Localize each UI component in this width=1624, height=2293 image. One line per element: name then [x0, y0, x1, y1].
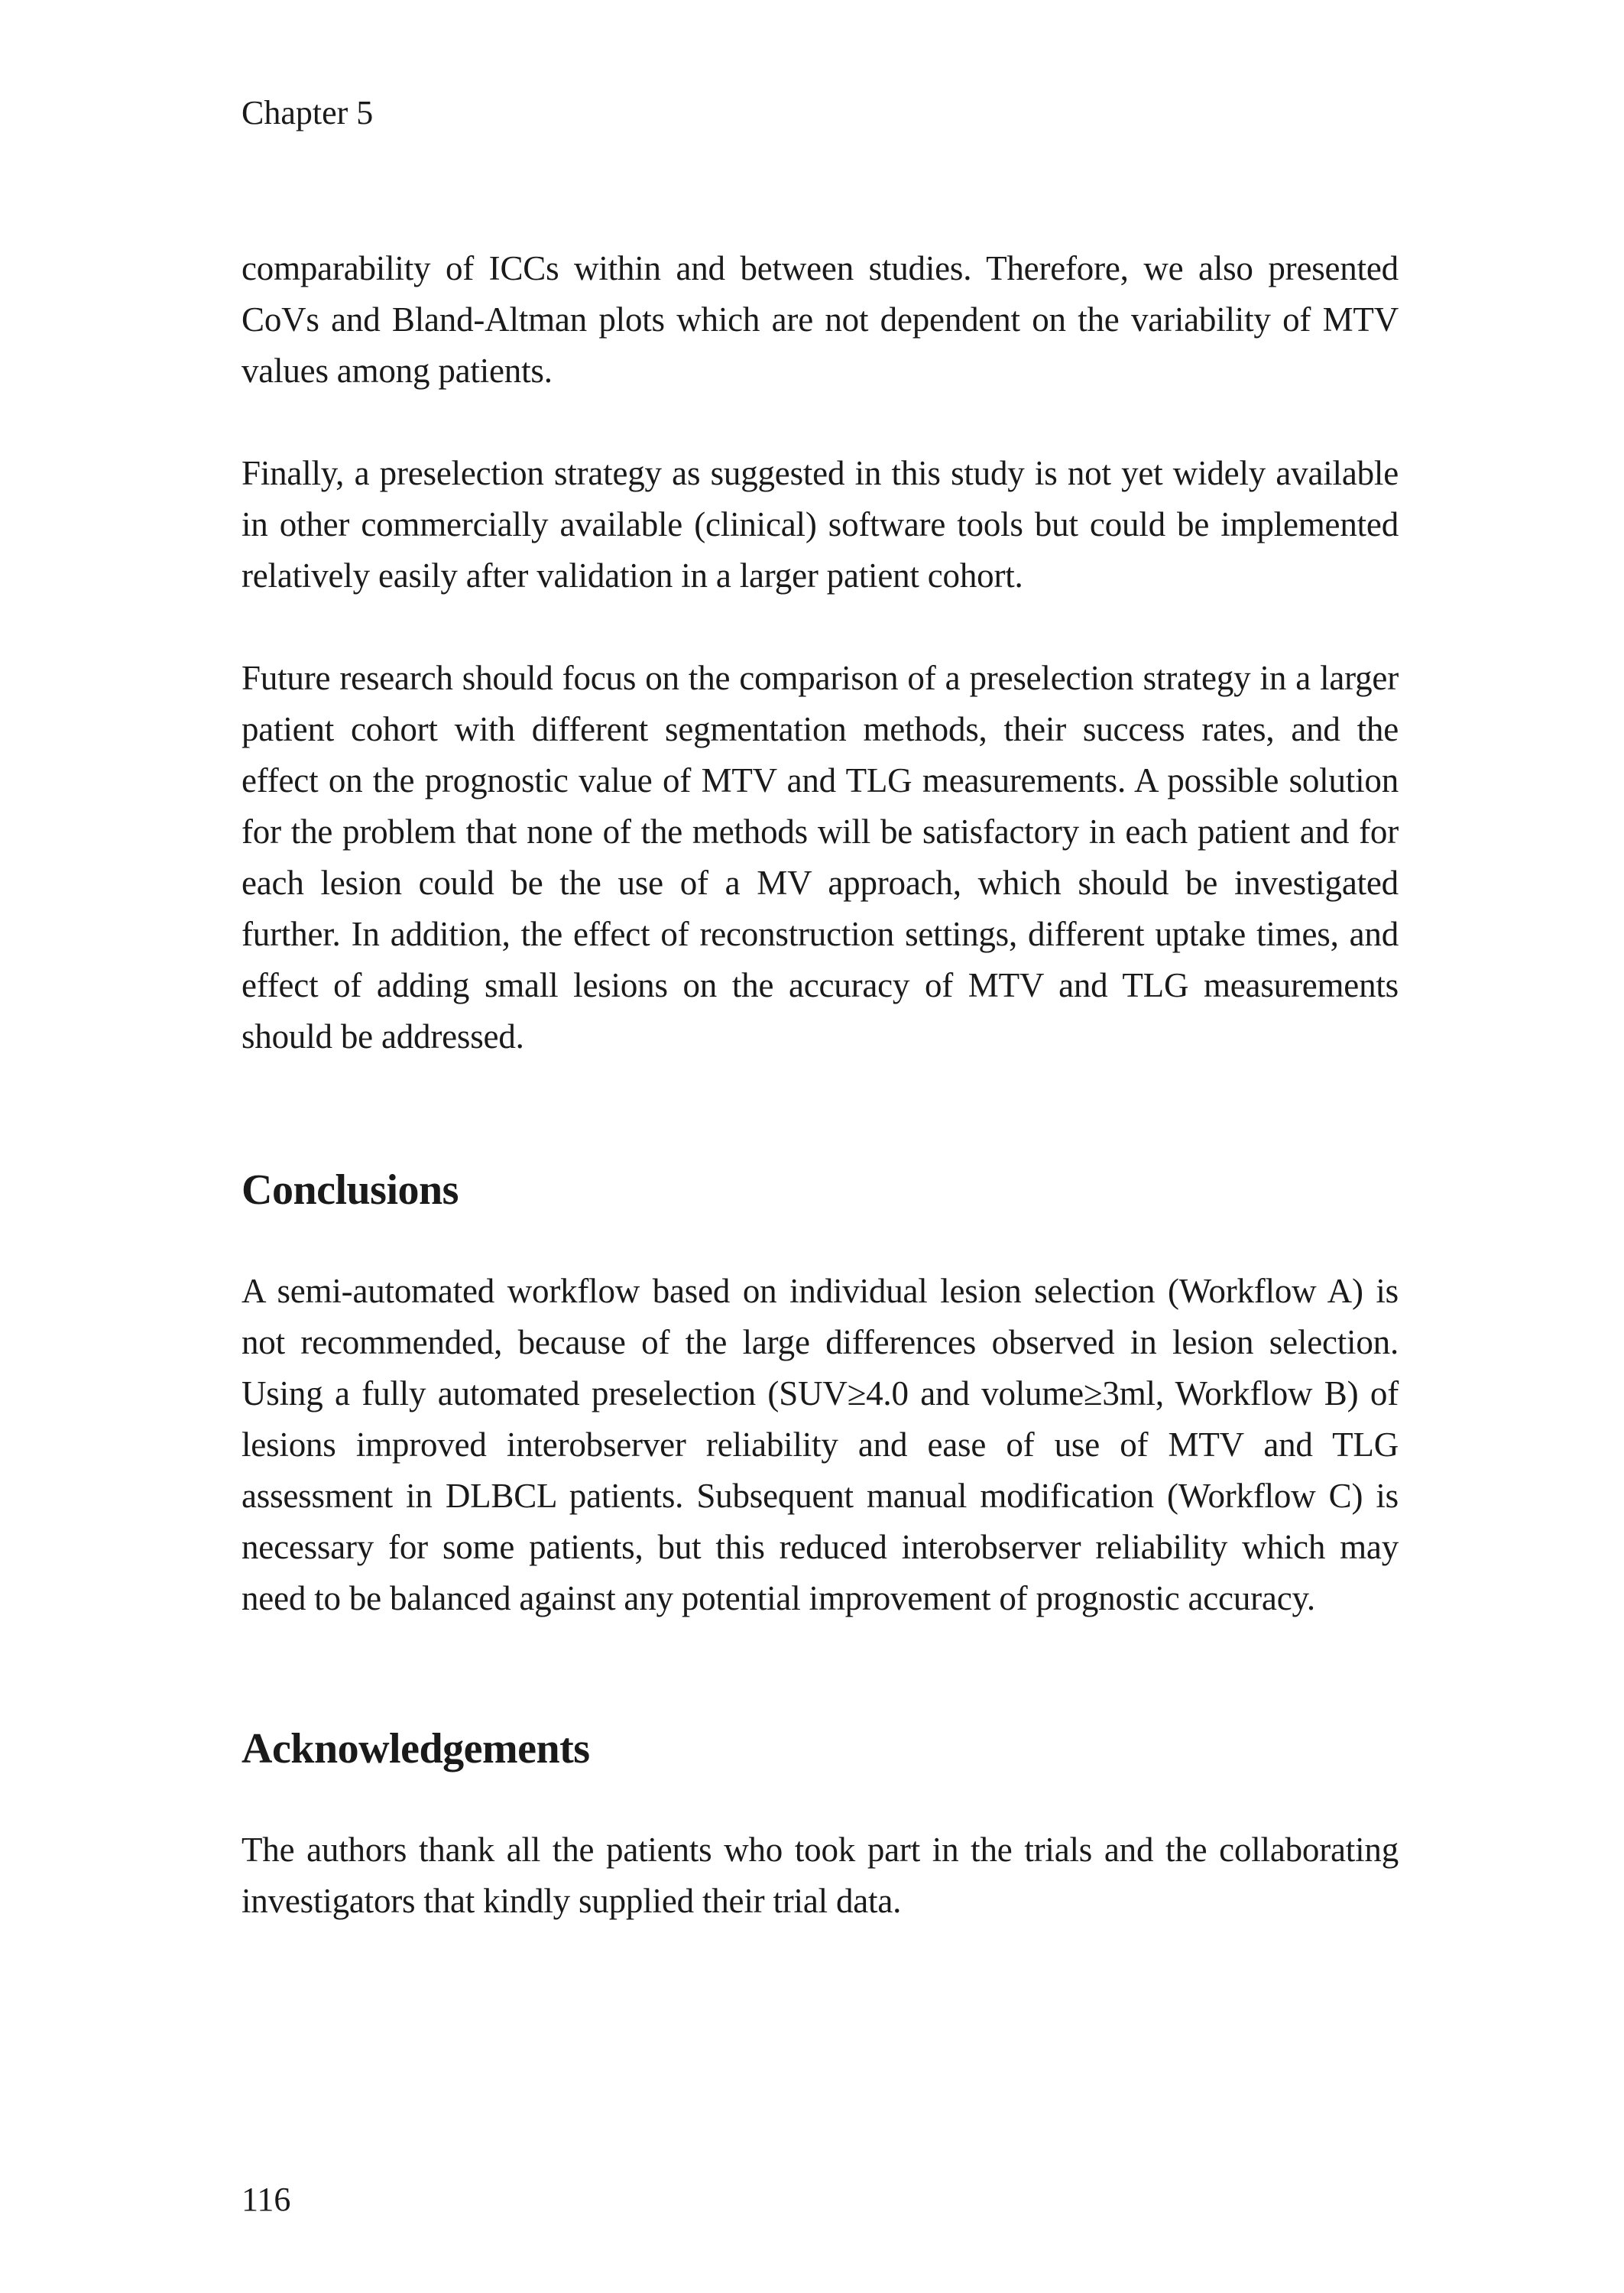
body-paragraph: comparability of ICCs within and between studies. Therefore, we also presented CoVs and Bland-Altman plots which are not dependent on the variability of MTV values among patients. [241, 249, 1399, 390]
running-head: Chapter 5 [241, 94, 374, 131]
page-number: 116 [241, 2181, 291, 2218]
body-paragraph: Future research should focus on the comparison of a preselection strategy in a larger patient cohort with different segmentation methods, their success rates, and the effect on the prognostic value of MTV and TLG measurements. A possible solution for the problem that none of the methods will be satisfactory in each patient and for each lesion could be the use of a MV approach, which should be investigated further. In addition, the effect of reconstruction settings, different uptake times, and effect of adding small lesions on the accuracy of MTV and TLG measurements should be addressed. [241, 659, 1399, 1056]
conclusions-paragraph: A semi-automated workflow based on individual lesion selection (Workflow A) is not recommended, because of the large differences observed in lesion selection. Using a fully automated preselection (SUV≥4.0 and volume≥3ml, Workflow B) of lesions improved interobserver reliability and ease of use of MTV and TLG assessment in DLBCL patients. Subsequent manual modification (Workflow C) is necessary for some patients, but this reduced interobserver reliability which may need to be balanced against any potential improvement of prognostic accuracy. [241, 1272, 1399, 1617]
conclusions-section [241, 1163, 1399, 1624]
page-body [241, 243, 1399, 1927]
conclusions-heading: Conclusions [241, 1166, 459, 1214]
body-paragraph: Finally, a preselection strategy as suggested in this study is not yet widely available in other commercially available (clinical) software tools but could be implemented relatively easily after validation in a larger patient cohort. [241, 454, 1399, 595]
acknowledgements-section [241, 1722, 1399, 1927]
acknowledgements-heading: Acknowledgements [241, 1725, 590, 1772]
acknowledgements-paragraph: The authors thank all the patients who took part in the trials and the collaborating investigators that kindly supplied their trial data. [241, 1831, 1399, 1920]
